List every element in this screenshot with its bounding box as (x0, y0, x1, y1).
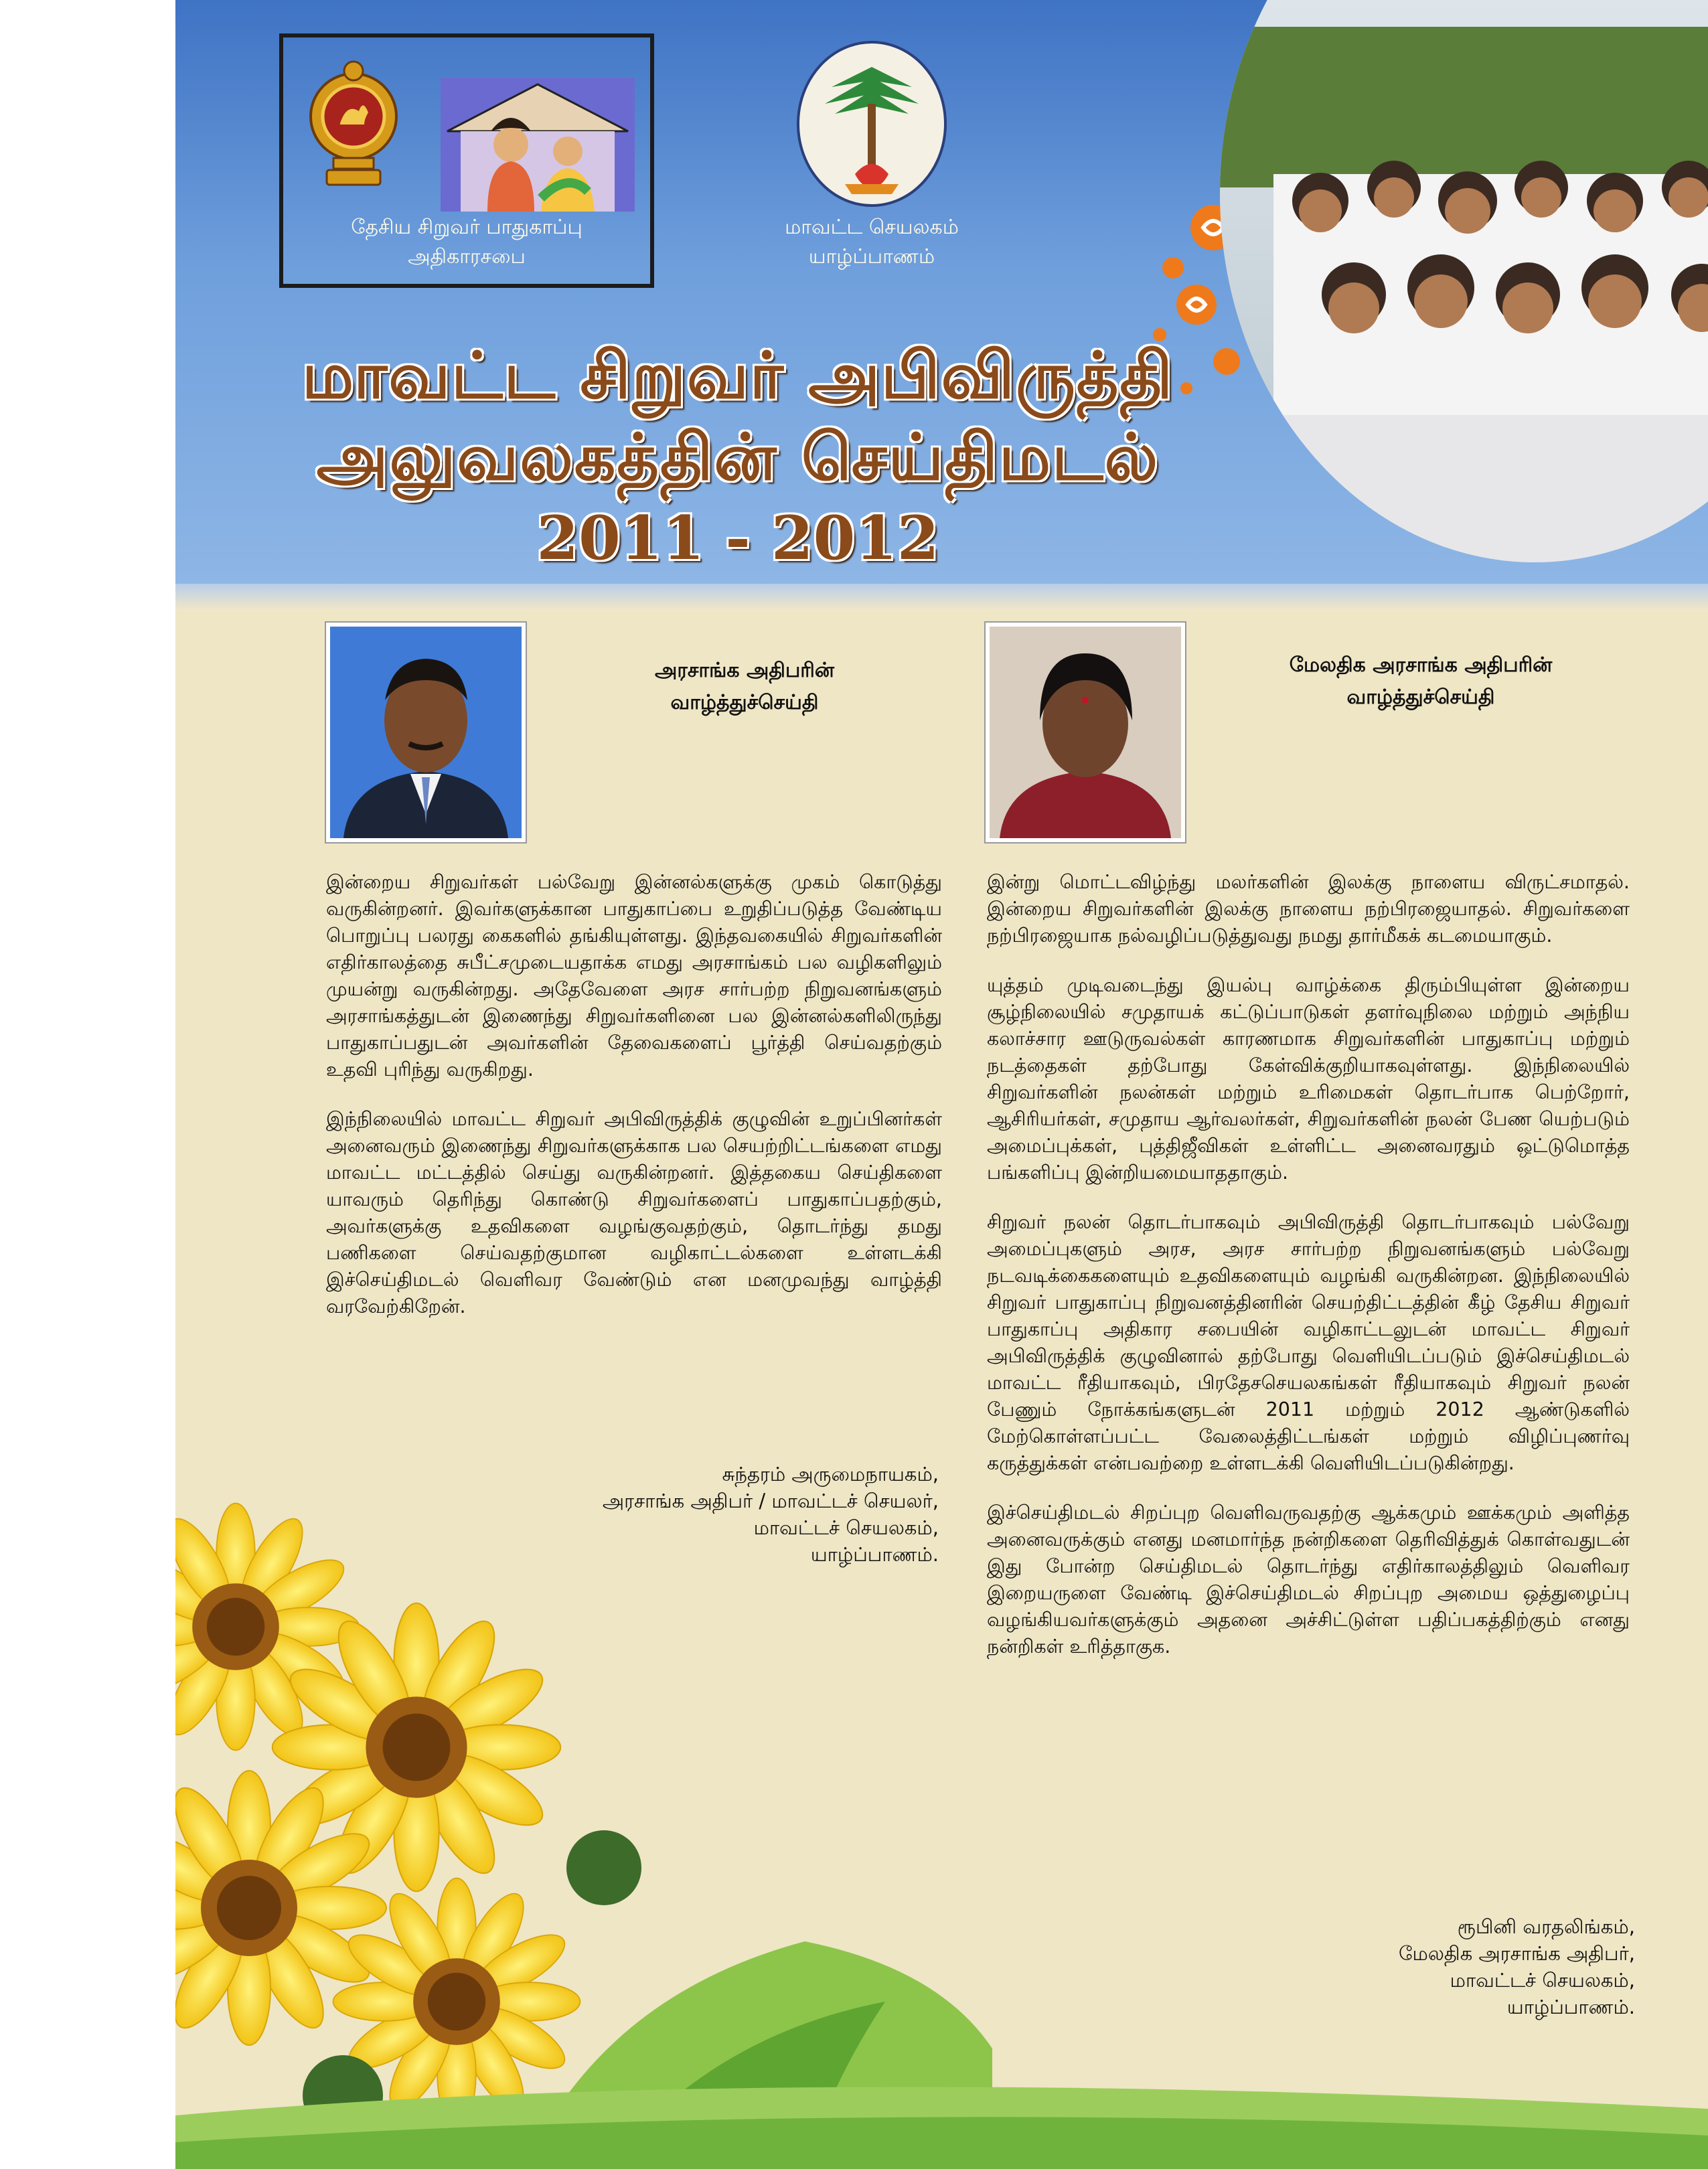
heading-right-line2: வாழ்த்துச்செய்தி (1346, 686, 1495, 709)
logo-box-caption (283, 213, 650, 272)
right-paragraph: இன்று மொட்டவிழ்ந்து மலர்களின் இலக்கு நாளைய விருட்சமாதல். இன்றைய சிறுவர்களின் இலக்கு நாளைய நற்பிரஜையாதல். சிறுவர்களை நற்பிரஜையாக நல்வழிப்படுத்துவது நமது தார்மீகக் கடமையாகும். (987, 871, 1630, 947)
left-message-body (326, 869, 942, 1343)
header-bottom-band (175, 584, 1708, 611)
header-banner (175, 0, 1708, 596)
signature-line: மாவட்டச் செயலகம், (753, 1516, 939, 1539)
sri-lanka-emblem-icon (303, 58, 404, 191)
signature-line: மேலதிக அரசாங்க அதிபர், (1398, 1942, 1635, 1965)
signature-line: யாழ்ப்பாணம். (1506, 1996, 1635, 2018)
title-line-1: மாவட்ட சிறுவர் அபிவிருத்தி (301, 338, 1174, 413)
heading-left-line1: அரசாங்க அதிபரின் (655, 659, 834, 682)
students-group-photo (1220, 0, 1708, 562)
right-message-body (987, 869, 1630, 1683)
newsletter-page (175, 0, 1708, 2169)
right-paragraph: சிறுவர் நலன் தொடர்பாகவும் அபிவிருத்தி தொடர்பாகவும் பல்வேறு அமைப்புகளும் அரச, அரச சார்பற்ற நிறுவனங்களும் பல்வேறு நடவடிக்கைகளையும் உதவிகளையும் வழங்கி வருகின்றன. இந்நிலையில் சிறுவர் பாதுகாப்பு நிறுவனத்தினரின் செயற்திட்டத்தின் கீழ் தேசிய சிறுவர் பாதுகாப்பு அதிகார சபையின் வழிகாட்டலுடன் மாவட்ட சிறுவர் அபிவிருத்திக் குழுவினால் தற்போது வெளியிடப்படும் இச்செய்திமடல் மாவட்ட ரீதியாகவும், பிரதேசசெயலகங்கள் ரீதியாகவும் சிறுவர் நலன் பேணும் நோக்கங்களுடன் 2011 மற்றும் 2012 ஆண்டுகளில் மேற்கொள்ளப்பட்ட வேலைத்திட்டங்கள் மற்றும் விழிப்புணர்வு கருத்துக்கள் என்பவற்றை உள்ளடக்கி வெளியிடப்படுகின்றது. (987, 1211, 1630, 1474)
right-paragraph: யுத்தம் முடிவடைந்து இயல்பு வாழ்க்கை திரும்பியுள்ள இன்றைய சூழ்நிலையில் சமுதாயக் கட்டுப்பாடுகள் தளர்வுநிலை மற்றும் அந்நிய கலாச்சார ஊடுருவல்கள் காரணமாக சிறுவர்களின் பாதுகாப்பு மற்றும் நடத்தைகள் தற்போது கேள்விக்குறியாகவுள்ளது. இந்நிலையில் சிறுவர்களின் நலன்கள் மற்றும் உரிமைகள் தொடர்பாக பெற்றோர், ஆசிரியர்கள், சமுதாய ஆர்வலர்கள், சிறுவர்களின் நலன் பேண யெற்படும் அமைப்புக்கள், புத்திஜீவிகள் உள்ளிட்ட அனைவரதும் ஒட்டுமொத்த பங்களிப்பு இன்றியமையாததாகும். (987, 974, 1630, 1184)
child-protection-family-icon (441, 78, 635, 212)
heading-right-line1: மேலதிக அரசாங்க அதிபரின் (1289, 653, 1553, 677)
signature-line: யாழ்ப்பாணம். (810, 1543, 939, 1566)
left-paragraph: இன்றைய சிறுவர்கள் பல்வேறு இன்னல்களுக்கு முகம் கொடுத்து வருகின்றனர். இவர்களுக்கான பாதுகாப்பை உறுதிப்படுத்த வேண்டிய பொறுப்பு பலரது கைகளில் தங்கியுள்ளது. இந்தவகையில் சிறுவர்களின் எதிர்காலத்தை சுபீட்சமுடையதாக்க எமது அரசாங்கம் பல வழிகளிலும் முயன்று வருகின்றது. அதேவேளை அரச சார்பற்ற நிறுவனங்களும் அரசாங்கத்துடன் இணைந்து சிறுவர்களினை பல இன்னல்களிலிருந்து பாதுகாப்பதுடன் அவர்களின் தேவைகளைப் பூர்த்தி செய்வதற்கும் உதவி புரிந்து வருகிறது. (326, 871, 942, 1080)
heading-left-line2: வாழ்த்துச்செய்தி (670, 691, 819, 714)
right-signature (1260, 1913, 1635, 2020)
title-year: 2011 - 2012 (536, 503, 939, 574)
secretariat-caption (738, 213, 1006, 272)
signature-line: அரசாங்க அதிபர் / மாவட்டச் செயலர், (602, 1490, 939, 1512)
logo-box-caption-line2: அதிகாரசபை (408, 245, 526, 268)
additional-government-agent-message-heading (1193, 649, 1648, 714)
additional-government-agent-portrait (986, 623, 1185, 842)
left-paragraph: இந்நிலையில் மாவட்ட சிறுவர் அபிவிருத்திக் குழுவின் உறுப்பினர்கள் அனைவரும் இணைந்து சிறுவர்களுக்காக பல செயற்றிட்டங்களை எமது மாவட்ட மட்டத்தில் செய்து வருகின்றனர். இத்தகைய செய்திகளை யாவரும் தெரிந்து கொண்டு சிறுவர்களைப் பாதுகாப்பதற்கும், அவர்களுக்கு உதவிகளை வழங்குவதற்கும், தொடர்ந்து தமது பணிகளை செய்வதற்குமான வழிகாட்டல்களை உள்ளடக்கி இச்செய்திமடல் வெளிவர வேண்டும் என மனமுவந்து வாழ்த்தி வரவேற்கிறேன். (326, 1108, 942, 1317)
left-signature (550, 1461, 939, 1568)
bottom-green-wave (175, 2035, 1708, 2169)
logo-box-caption-line1: தேசிய சிறுவர் பாதுகாப்பு (351, 216, 583, 239)
government-agent-message-heading (537, 655, 952, 719)
secretariat-caption-line1: மாவட்ட செயலகம் (785, 216, 959, 239)
signature-line: சுந்தரம் அருமைநாயகம், (722, 1463, 939, 1485)
child-protection-authority-logo-box (279, 33, 654, 288)
secretariat-caption-line2: யாழ்ப்பாணம் (808, 245, 935, 268)
title-line-2: அலுவலகத்தின் செய்திமடல் (316, 420, 1160, 495)
district-secretariat-tree-icon (791, 40, 952, 208)
signature-line: மாவட்டச் செயலகம், (1450, 1969, 1635, 1992)
signature-line: ரூபினி வரதலிங்கம், (1457, 1915, 1635, 1938)
right-paragraph: இச்செய்திமடல் சிறப்புற வெளிவருவதற்கு ஆக்கமும் ஊக்கமும் அளித்த அனைவருக்கும் எனது மனமார்ந்த நன்றிகளை தெரிவித்துக் கொள்வதுடன் இது போன்ற செய்திமடல் தொடர்ந்து எதிர்காலத்திலும் வெளிவர இறையருளை வேண்டி இச்செய்திமடல் சிறப்புற அமைய ஒத்துழைப்பு வழங்கியவர்களுக்கும் அதனை அச்சிட்டுள்ள பதிப்பகத்திற்கும் எனது நன்றிகள் உரித்தாகுக. (987, 1502, 1630, 1658)
government-agent-portrait (326, 623, 526, 842)
newsletter-title (216, 335, 1260, 578)
